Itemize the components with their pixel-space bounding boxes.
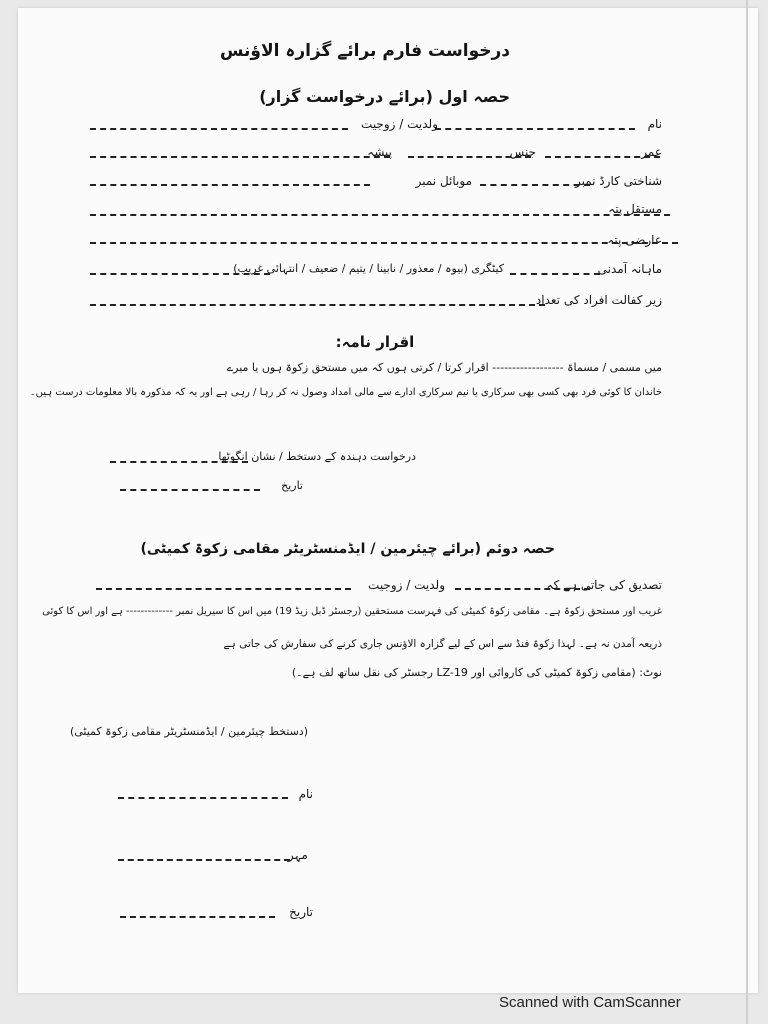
part2-father-spouse-label: ولدیت / زوجیت [368,578,445,592]
verify-line [455,588,590,590]
scan-edge [746,0,748,1024]
father-spouse-label: ولدیت / زوجیت [361,117,438,131]
name-label: نام [647,117,662,131]
age-label: عمر [641,145,662,159]
part2-note: نوٹ: (مقامی زکوۃ کمیٹی کی کاروائی اور LZ-19 رجسٹر کی نقل ساتھ لف ہے۔) [291,666,662,679]
stamp-label: مہر [287,848,308,862]
chairman-signature-heading: (دستخط چیئرمین / ایڈمنسٹریٹر مقامی زکوۃ کمیٹی) [69,725,308,738]
applicant-signature-line [110,461,248,463]
father-spouse-line [90,128,348,130]
part1-heading: حصہ اول (برائے درخواست گزار) [259,87,510,106]
applicant-signature-label: درخواست دہندہ کے دستخط / نشان انگوٹھا [218,450,416,463]
gender-line [408,156,531,158]
name-line [435,128,635,130]
verify-label: تصدیق کی جاتی ہے کہ [546,578,662,592]
permanent-address-line [90,214,670,216]
camscanner-watermark: Scanned with CamScanner [499,994,681,1011]
stamp-line [118,859,290,861]
declaration-line2: خاندان کا کوئی فرد بھی کسی بھی سرکاری یا نیم سرکاری ادارے سے مالی امداد وصول نہ کر رہا / رہی ہے اور یہ کہ مذکورہ بالا معلومات درست ہیں۔ [29,387,662,398]
cnic-line [480,184,590,186]
monthly-income-line [510,273,600,275]
mobile-line [90,184,370,186]
temporary-address-line [90,242,678,244]
age-line [545,156,660,158]
declaration-line1: میں مسمی / مسماۃ ------------------ اقرار کرتا / کرتی ہوں کہ میں مستحق زکوۃ ہوں یا میرے [226,361,662,374]
part2-father-spouse-line [96,588,351,590]
part2-line2: غریب اور مستحق زکوۃ ہے۔ مقامی زکوۃ کمیٹی کی فہرست مستحقین (رجسٹر ڈبل زیڈ 19) میں اس کا سیریل نمبر ------------- ہے اور اس کا کوئی [42,606,662,617]
form-title: درخواست فارم برائے گزارہ الاؤنس [219,41,510,61]
chairman-date-line [120,916,275,918]
part2-line3: ذریعہ آمدن نہ ہے۔ لہذا زکوۃ فنڈ سے اس کے لیے گزارہ الاؤنس جاری کرنے کی سفارش کی جاتی ہے [223,638,662,650]
profession-label: پیشہ [367,145,392,159]
chairman-name-line [118,797,288,799]
profession-line [90,156,390,158]
chairman-date-label: تاریخ [289,905,313,919]
category-label: کیٹگری (بیوہ / معذور / نابینا / یتیم / ضعیف / انتہائی غریب) [233,262,504,275]
dependents-label: زیر کفالت افراد کی تعداد [535,293,662,307]
part2-heading: حصہ دوئم (برائے چیئرمین / ایڈمنسٹریٹر مقامی زکوۃ کمیٹی) [140,541,555,557]
applicant-date-line [120,489,260,491]
temporary-address-label: عارضی پتہ [607,233,662,247]
mobile-label: موبائل نمبر [415,174,472,188]
cnic-label: شناختی کارڈ نمبر [574,174,662,188]
declaration-heading: اقرار نامہ: [335,333,415,351]
category-line [90,273,270,275]
permanent-address-label: مستقل پتہ [608,202,662,216]
monthly-income-label: ماہانہ آمدنی [597,262,662,276]
gender-label: جنس [509,145,536,159]
applicant-date-label: تاریخ [281,479,303,492]
dependents-line [90,304,545,306]
chairman-name-label: نام [298,787,313,801]
